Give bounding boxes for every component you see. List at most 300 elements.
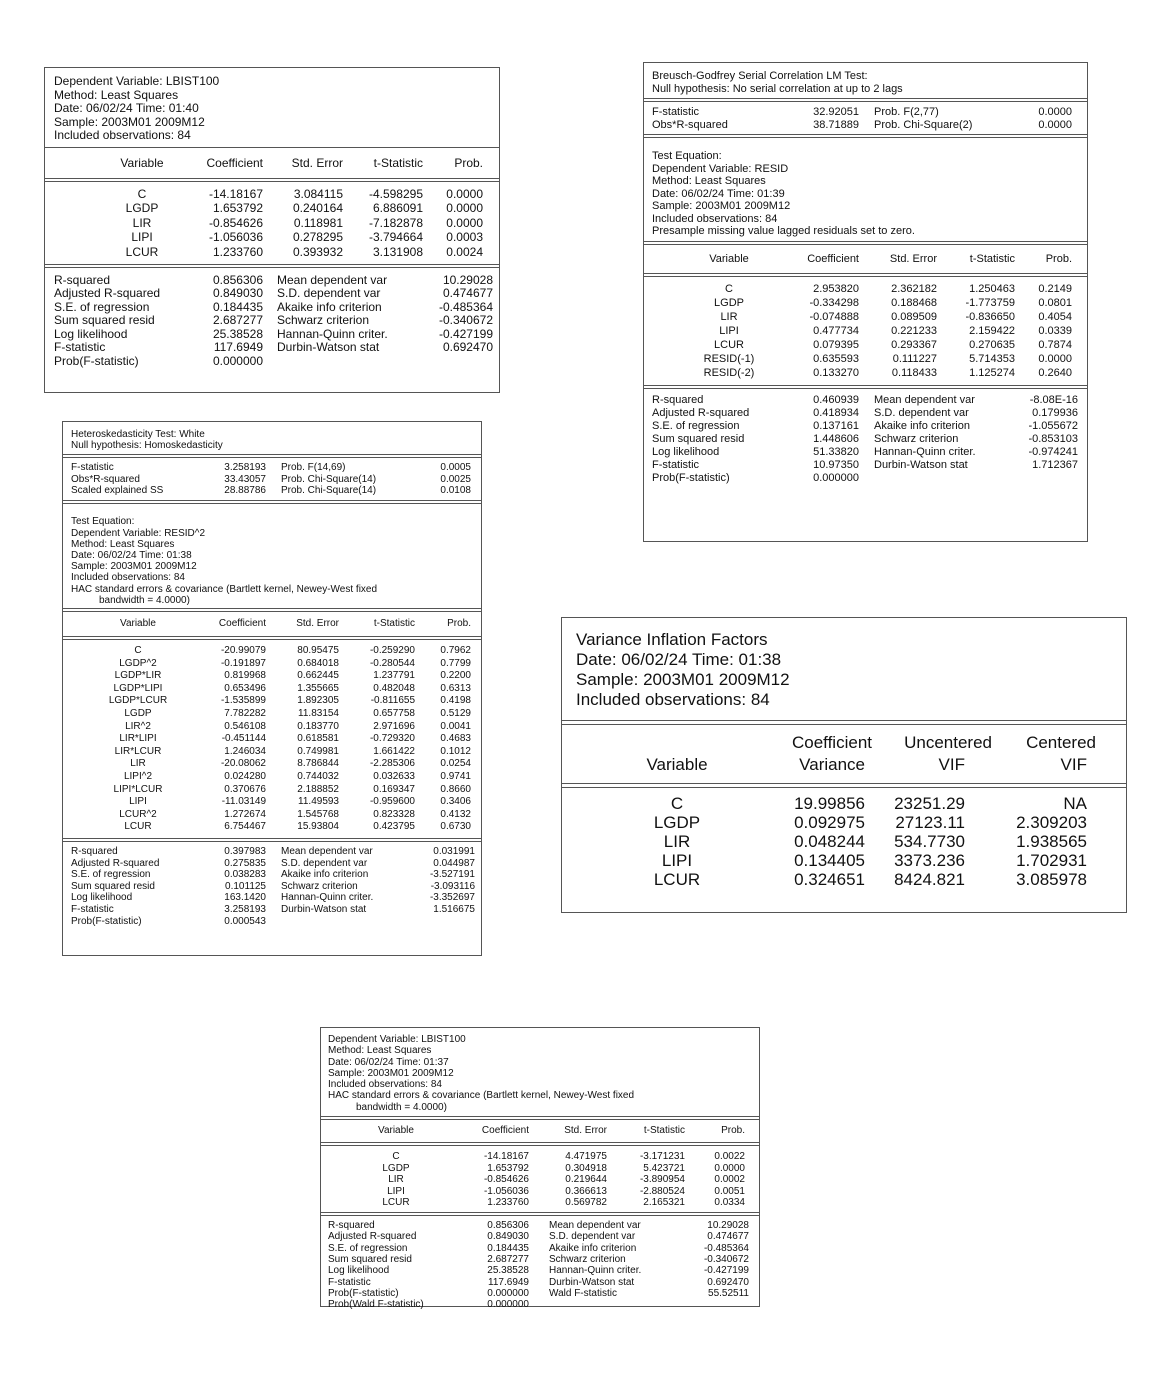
stat-value: 10.97350 (813, 458, 859, 471)
cell-value: 3373.236 (894, 851, 965, 870)
cell-value: -1.056036 (208, 230, 263, 244)
variable-name: LIPI (129, 796, 147, 808)
cell-value: 0.183770 (297, 720, 339, 732)
cell-value: -1.535899 (220, 695, 266, 707)
stat-value: 0.184435 (487, 1242, 529, 1254)
vif-title: Variance Inflation Factors (576, 630, 768, 649)
cell-value: -0.334298 (809, 296, 859, 309)
variable-name: LIPI (661, 851, 693, 870)
stat-label: Mean dependent var (874, 393, 975, 406)
test-statistics (63, 458, 481, 500)
cell-value: 11.83154 (298, 708, 339, 720)
cell-value: 0.546108 (224, 720, 266, 732)
col-coefficient: Coefficient (807, 252, 859, 265)
cell-value: 0.4198 (440, 695, 471, 707)
stat-label: Hannan-Quinn criter. (277, 326, 388, 341)
stat-label: Adjusted R-squared (652, 406, 750, 419)
cell-value: 0.169347 (373, 783, 415, 795)
cell-value: 0.7962 (440, 645, 471, 657)
header-line: Sample: 2003M01 2009M12 (576, 670, 790, 689)
cell-value: 0.684018 (297, 657, 339, 669)
stat-label: Wald F-statistic (549, 1287, 617, 1299)
stat-label: Akaike info criterion (874, 419, 970, 432)
stat-value: 0.856306 (212, 272, 263, 287)
cell-value: -0.451144 (221, 733, 266, 745)
coefficient-rows (644, 277, 1087, 385)
variable-name: LGDP (714, 296, 744, 309)
cell-value: 1.237791 (373, 670, 415, 682)
col-t-statistic: t-Statistic (643, 1125, 685, 1137)
stat-value: 0.0000 (1038, 106, 1072, 118)
stat-label: Prob(F-statistic) (54, 353, 139, 368)
column-headers (644, 245, 1087, 273)
stat-value: 0.474677 (707, 1231, 749, 1243)
cell-value: -20.08062 (220, 758, 266, 770)
stat-value: 25.38528 (487, 1265, 529, 1277)
stat-value: 0.692470 (707, 1276, 749, 1288)
stat-label: Log likelihood (54, 326, 128, 341)
cell-value: 0.0000 (1038, 352, 1072, 365)
stat-label: S.D. dependent var (874, 406, 969, 419)
vif-header (562, 618, 1126, 720)
variable-name: LIR (720, 310, 738, 323)
summary-stats (45, 268, 499, 368)
header-line: Heteroskedasticity Test: White (71, 429, 205, 440)
variable-name: LIPI (387, 1185, 405, 1197)
stat-value: -3.352697 (429, 892, 475, 904)
cell-value: 1.545768 (297, 808, 339, 820)
cell-value: 1.250463 (969, 282, 1015, 295)
equation-line: Sample: 2003M01 2009M12 (71, 561, 197, 573)
equation-line: Test Equation: (71, 516, 135, 528)
cell-value: 0.7799 (440, 657, 471, 669)
header-line: Method: Least Squares (328, 1045, 432, 1057)
cell-value: -14.18167 (208, 186, 263, 201)
stat-value: 28.88786 (224, 484, 266, 496)
stat-value: -0.340672 (438, 313, 493, 327)
cell-value: 2.165321 (643, 1197, 685, 1209)
col-std-error: Std. Error (296, 618, 339, 630)
col-prob: Prob. (1045, 252, 1072, 265)
header-line: HAC standard errors & covariance (Bartlett kernel, Newey-West fixed (328, 1090, 635, 1102)
cell-value: -0.259290 (369, 645, 415, 657)
stat-value: 0.460939 (813, 393, 859, 406)
cell-value: 0.324651 (794, 870, 865, 889)
cell-value: 0.0000 (446, 215, 483, 230)
stat-label: Hannan-Quinn criter. (549, 1265, 642, 1277)
variable-name: LIPI (719, 324, 739, 337)
stat-label: Adjusted R-squared (71, 857, 160, 869)
coefficient-rows (45, 182, 499, 264)
stat-value: 0.849030 (487, 1231, 529, 1243)
cell-value: 0.118981 (293, 215, 343, 230)
cell-value: 2.309203 (1016, 813, 1087, 832)
col-uncentered-vif: VIF (938, 755, 965, 774)
cell-value: -0.074888 (809, 310, 859, 323)
variable-name: LIPI (131, 230, 153, 244)
col-centered: Centered (1026, 733, 1096, 752)
cell-value: 0.4132 (440, 808, 471, 820)
cell-value: 8424.821 (894, 870, 965, 889)
col-prob: Prob. (721, 1125, 745, 1137)
cell-value: -2.880524 (639, 1185, 685, 1197)
cell-value: -1.056036 (483, 1185, 529, 1197)
cell-value: 0.221233 (891, 324, 937, 337)
cell-value: 0.0041 (440, 720, 471, 732)
col-t-statistic: t-Statistic (969, 252, 1015, 265)
cell-value: -1.773759 (965, 296, 1015, 309)
header-line: Breusch-Godfrey Serial Correlation LM Test: (652, 70, 868, 82)
cell-value: 0.024280 (224, 771, 266, 783)
stat-value: 0.038283 (224, 869, 266, 881)
variable-name: LGDP (125, 201, 159, 215)
variable-name: LGDP^2 (119, 657, 157, 669)
stat-value: 3.258193 (224, 462, 266, 474)
stat-value: -0.974241 (1028, 445, 1078, 458)
stat-label: R-squared (328, 1220, 375, 1232)
cell-value: 2.188852 (297, 783, 339, 795)
cell-value: 1.233760 (487, 1197, 529, 1209)
cell-value: 534.7730 (894, 832, 965, 851)
coefficient-rows (63, 640, 481, 838)
stat-value: 117.6949 (488, 1276, 529, 1288)
cell-value: 0.0024 (446, 244, 483, 259)
cell-value: 0.092975 (794, 813, 865, 832)
stat-value: 0.0005 (440, 462, 471, 474)
cell-value: 0.423795 (373, 821, 415, 833)
stat-label: Obs*R-squared (71, 473, 140, 485)
cell-value: 0.8660 (440, 783, 471, 795)
equation-line: Method: Least Squares (652, 175, 766, 187)
stat-label: S.E. of regression (328, 1242, 408, 1254)
header-line: Dependent Variable: LBIST100 (54, 74, 220, 88)
header-line: Date: 06/02/24 Time: 01:37 (328, 1056, 449, 1068)
equation-line: Dependent Variable: RESID^2 (71, 527, 206, 539)
cell-value: -7.182878 (368, 215, 423, 230)
stat-value: 2.687277 (212, 313, 263, 327)
stat-value: 0.044987 (433, 857, 475, 869)
stat-label: Hannan-Quinn criter. (281, 892, 374, 904)
cell-value: 0.4683 (440, 733, 471, 745)
stat-value: -3.527191 (429, 869, 475, 881)
cell-value: 7.782282 (224, 708, 266, 720)
stat-value: 0.000000 (813, 471, 859, 484)
stat-value: 55.52511 (708, 1287, 749, 1299)
stat-value: 2.687277 (487, 1253, 529, 1265)
header-line: Date: 06/02/24 Time: 01:40 (54, 101, 199, 115)
stat-value: -0.427199 (703, 1265, 749, 1277)
stat-label: S.E. of regression (652, 419, 740, 432)
col-variable: Variable (120, 155, 164, 170)
cell-value: 0.0003 (446, 230, 483, 244)
column-headers (63, 612, 481, 636)
col-t-statistic: t-Statistic (373, 155, 423, 170)
stat-value: 0.692470 (442, 340, 493, 354)
cell-value: -0.854626 (483, 1174, 529, 1186)
col-variable: Variable (646, 755, 708, 774)
stat-label: Log likelihood (652, 445, 720, 458)
stat-value: 10.29028 (442, 272, 493, 287)
cell-value: -0.729320 (369, 733, 415, 745)
col-coefficient: Coefficient (206, 155, 263, 170)
cell-value: 0.2200 (440, 670, 471, 682)
cell-value: 27123.11 (895, 813, 965, 832)
cell-value: 1.246034 (224, 745, 266, 757)
serial-correlation-test-table (643, 62, 1088, 542)
stat-value: 0.849030 (212, 286, 263, 300)
cell-value: 0.111227 (892, 352, 937, 365)
variable-name: LIR^2 (125, 720, 151, 732)
column-headers (321, 1120, 759, 1142)
cell-value: 1.661422 (373, 745, 415, 757)
variable-name: RESID(-1) (703, 352, 755, 365)
stat-value: 51.33820 (813, 445, 859, 458)
stat-label: F-statistic (71, 462, 114, 474)
cell-value: 0.7874 (1038, 338, 1072, 351)
stat-label: Mean dependent var (281, 846, 373, 858)
cell-value: 1.702931 (1016, 851, 1087, 870)
col-prob: Prob. (447, 618, 471, 630)
cell-value: -3.794664 (368, 230, 423, 244)
cell-value: 0.304918 (565, 1162, 607, 1174)
stat-label: Scaled explained SS (71, 484, 164, 496)
stat-value: 0.000543 (224, 915, 266, 927)
cell-value: 0.0000 (446, 186, 483, 201)
cell-value: 0.370676 (224, 783, 266, 795)
stat-value: -8.08E-16 (1029, 393, 1078, 406)
cell-value: 1.233760 (212, 244, 263, 259)
cell-value: 0.0022 (714, 1151, 745, 1163)
cell-value: 0.278295 (292, 230, 343, 244)
stat-label: Akaike info criterion (281, 869, 369, 881)
variable-name: C (392, 1151, 400, 1163)
equation-line: Date: 06/02/24 Time: 01:38 (71, 550, 192, 562)
cell-value: 0.089509 (891, 310, 937, 323)
stat-label: F-statistic (71, 904, 114, 916)
column-headers (45, 148, 499, 178)
summary-stats (644, 389, 1087, 485)
cell-value: 0.2149 (1038, 282, 1072, 295)
stat-label: Schwarz criterion (277, 313, 370, 327)
stat-value: 0.101125 (225, 880, 266, 892)
header-line: Null hypothesis: Homoskedasticity (71, 440, 223, 452)
cell-value: -0.811655 (370, 695, 415, 707)
col-coefficient: Coefficient (218, 618, 266, 630)
header-line: Method: Least Squares (54, 87, 179, 102)
variable-name: LIR (130, 758, 146, 770)
equation-line: HAC standard errors & covariance (Bartlett kernel, Newey-West fixed (71, 583, 378, 595)
header-line: Sample: 2003M01 2009M12 (54, 114, 205, 129)
hac-header (321, 1028, 759, 1116)
cell-value: 0.118433 (891, 366, 937, 379)
col-centered-vif: VIF (1060, 755, 1087, 774)
variable-name: LCUR (653, 870, 701, 889)
stat-label: Schwarz criterion (281, 880, 358, 892)
equation-line: Date: 06/02/24 Time: 01:39 (652, 187, 785, 200)
stat-label: S.D. dependent var (549, 1231, 636, 1243)
stat-value: -0.853103 (1028, 432, 1078, 445)
stat-label: F-statistic (652, 106, 700, 118)
cell-value: 0.653496 (224, 682, 266, 694)
cell-value: 0.0339 (1038, 324, 1072, 337)
stat-value: 32.92051 (813, 106, 859, 118)
stat-value: -0.340672 (703, 1253, 749, 1265)
cell-value: 0.823328 (373, 808, 415, 820)
stat-label: Log likelihood (328, 1265, 390, 1277)
cell-value: 0.0000 (446, 201, 483, 215)
summary-stats (321, 1216, 759, 1312)
cell-value: 0.240164 (292, 201, 343, 215)
variable-name: LGDP*LIPI (113, 682, 163, 694)
summary-stats (63, 842, 481, 932)
cell-value: 0.293367 (891, 338, 937, 351)
stat-label: Mean dependent var (277, 272, 388, 287)
col-variable: Variable (120, 618, 156, 630)
cell-value: 15.93804 (297, 821, 339, 833)
cell-value: 0.3406 (440, 796, 471, 808)
cell-value: 0.569782 (565, 1197, 607, 1209)
cell-value: 1.892305 (297, 695, 339, 707)
cell-value: 0.657758 (373, 708, 415, 720)
cell-value: 3.084115 (293, 186, 343, 201)
stat-label: R-squared (71, 846, 118, 858)
variable-name: C (137, 186, 147, 201)
stat-value: 0.031991 (433, 846, 475, 858)
column-headers (562, 725, 1126, 783)
bg-header (644, 63, 1087, 98)
equation-line: Method: Least Squares (71, 538, 175, 550)
equation-line: Test Equation: (652, 150, 722, 162)
cell-value: 0.9741 (440, 771, 471, 783)
stat-value: 0.000000 (487, 1287, 529, 1299)
header-line: Null hypothesis: No serial correlation at up to 2 lags (652, 82, 903, 95)
stat-value: 0.397983 (224, 846, 266, 858)
stat-label: Durbin-Watson stat (874, 458, 968, 471)
stat-value: 0.0108 (440, 484, 471, 496)
cell-value: 0.134405 (794, 851, 865, 870)
stat-label: Log likelihood (71, 892, 133, 904)
header-line: Date: 06/02/24 Time: 01:38 (576, 650, 782, 669)
cell-value: 11.49593 (298, 796, 339, 808)
variable-name: LCUR (382, 1197, 410, 1209)
test-statistics (644, 102, 1087, 134)
stat-value: 38.71889 (813, 118, 859, 131)
variable-name: LCUR (125, 244, 159, 259)
cell-value: 6.886091 (372, 201, 423, 215)
stat-label: Schwarz criterion (549, 1253, 626, 1265)
cell-value: 0.393932 (292, 244, 343, 259)
cell-value: 0.188468 (891, 296, 937, 309)
equation-line: Included observations: 84 (652, 212, 778, 225)
cell-value: 80.95475 (297, 645, 339, 657)
variable-name: LIPI^2 (123, 771, 153, 783)
stat-value: 0.418934 (813, 406, 859, 419)
cell-value: 2.953820 (813, 282, 859, 295)
stat-label: Prob(F-statistic) (652, 471, 730, 484)
stat-value: 1.516675 (433, 904, 475, 916)
stat-value: 1.448606 (813, 432, 859, 445)
cell-value: 0.0000 (714, 1162, 745, 1174)
stat-value: 0.474677 (442, 286, 493, 300)
cell-value: 8.786844 (297, 758, 339, 770)
stat-label: R-squared (54, 272, 111, 287)
cell-value: 2.971696 (373, 720, 415, 732)
cell-value: 2.362182 (891, 282, 937, 295)
col-uncentered: Uncentered (904, 733, 992, 752)
stat-label: Adjusted R-squared (54, 286, 161, 300)
cell-value: 1.355665 (297, 682, 339, 694)
stat-value: 0.0025 (440, 473, 471, 485)
stat-value: 117.6949 (213, 340, 263, 354)
stat-label: Prob(Wald F-statistic) (328, 1299, 424, 1311)
equation-line: Sample: 2003M01 2009M12 (652, 200, 791, 212)
stat-value: 33.43057 (224, 473, 266, 485)
cell-value: -3.171231 (639, 1151, 685, 1163)
col-variable: Variable (709, 252, 749, 265)
stat-label: Sum squared resid (328, 1253, 412, 1265)
variable-name: LGDP (382, 1162, 410, 1174)
cell-value: 0.4054 (1038, 310, 1072, 323)
cell-value: 0.477734 (813, 324, 859, 337)
stat-value: -1.055672 (1028, 419, 1078, 432)
variable-name: LIR (132, 215, 152, 230)
cell-value: 19.99856 (794, 794, 865, 813)
stat-value: 163.1420 (224, 892, 266, 904)
vif-table (561, 617, 1127, 913)
variable-name: LIPI*LCUR (113, 783, 163, 795)
equation-line: bandwidth = 4.0000) (99, 594, 190, 606)
cell-value: -2.285306 (369, 758, 415, 770)
stat-value: 0.137161 (813, 419, 859, 432)
cell-value: 0.048244 (794, 832, 865, 851)
cell-value: 6.754467 (224, 821, 266, 833)
header-line: Dependent Variable: LBIST100 (328, 1034, 466, 1045)
cell-value: -0.191897 (220, 657, 266, 669)
cell-value: 0.1012 (440, 745, 471, 757)
cell-value: 0.744032 (297, 771, 339, 783)
stat-label: F-statistic (652, 458, 700, 471)
cell-value: 4.471975 (565, 1151, 607, 1163)
col-t-statistic: t-Statistic (373, 618, 415, 630)
stat-label: Durbin-Watson stat (281, 904, 367, 916)
header-line: Sample: 2003M01 2009M12 (328, 1067, 454, 1079)
stat-value: 0.856306 (487, 1220, 529, 1232)
cell-value: 0.0051 (714, 1185, 745, 1197)
col-variable: Variable (378, 1125, 414, 1137)
stat-value: 25.38528 (212, 326, 263, 341)
variable-name: LIR (388, 1174, 404, 1186)
cell-value: 0.749981 (297, 745, 339, 757)
cell-value: 1.938565 (1016, 832, 1087, 851)
variable-name: LGDP*LCUR (108, 695, 168, 707)
stat-value: 0.275835 (224, 857, 266, 869)
variable-name: LIR (663, 832, 691, 851)
hac-ols-output-table (320, 1027, 760, 1311)
cell-value: 0.366613 (565, 1185, 607, 1197)
cell-value: NA (1063, 794, 1087, 813)
stat-label: Obs*R-squared (652, 118, 728, 131)
stat-value: -3.093116 (430, 880, 475, 892)
stat-value: 10.29028 (707, 1220, 749, 1232)
stat-value: 0.000000 (212, 353, 263, 368)
stat-label: S.D. dependent var (277, 286, 381, 300)
cell-value: 0.618581 (297, 733, 339, 745)
white-header (63, 422, 481, 454)
stat-value: -0.485364 (438, 299, 493, 314)
cell-value: 1.653792 (487, 1162, 529, 1174)
variable-name: C (725, 282, 733, 295)
stat-label: R-squared (652, 393, 704, 406)
